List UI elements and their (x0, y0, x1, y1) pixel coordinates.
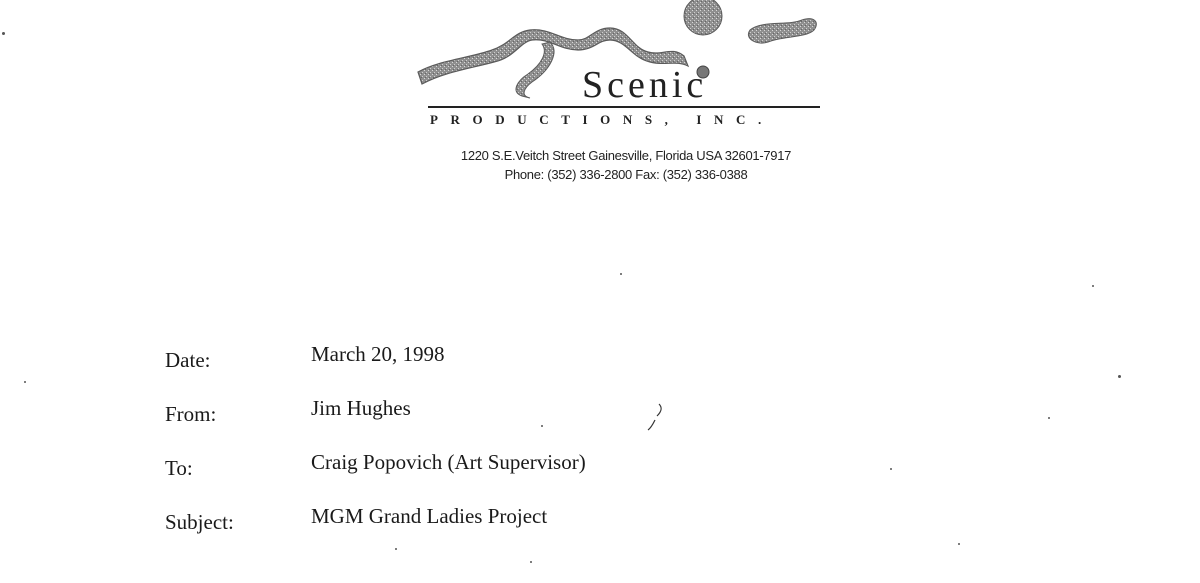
company-suffix: PRODUCTIONS, INC. (430, 112, 774, 127)
letterhead (410, 0, 840, 200)
memo-row-subject (165, 504, 865, 562)
company-address: 1220 S.E.Veitch Street Gainesville, Florida USA 32601-7917 (460, 148, 792, 163)
company-name: Scenic (582, 64, 708, 106)
scan-speck (541, 425, 543, 427)
memo-label-from: From: (165, 402, 217, 426)
scan-speck (890, 468, 892, 470)
company-phone-fax: Phone: (352) 336-2800 Fax: (352) 336-0388 (504, 167, 748, 182)
scan-speck (530, 561, 532, 563)
memo-label-to: To: (165, 456, 193, 480)
memo-value-subject: MGM Grand Ladies Project (311, 504, 548, 528)
memo-value-to: Craig Popovich (Art Supervisor) (311, 450, 586, 474)
memo-value-from: Jim Hughes (311, 396, 411, 420)
scan-speck (1092, 285, 1094, 287)
scan-speck (24, 381, 26, 383)
memo-header (165, 342, 865, 562)
memo-value-date: March 20, 1998 (311, 342, 445, 366)
memo-row-to (165, 450, 865, 508)
scan-speck (620, 273, 622, 275)
memo-row-from (165, 396, 865, 454)
memo-label-date: Date: (165, 348, 211, 372)
scan-speck (2, 32, 5, 35)
scan-speck (1118, 375, 1121, 378)
memo-row-date (165, 342, 865, 400)
scan-speck (395, 548, 397, 550)
letterhead-rule (428, 106, 820, 108)
scan-speck (958, 543, 960, 545)
memo-label-subject: Subject: (165, 510, 234, 534)
scan-speck (1048, 417, 1050, 419)
scan-pen-mark (645, 402, 669, 434)
